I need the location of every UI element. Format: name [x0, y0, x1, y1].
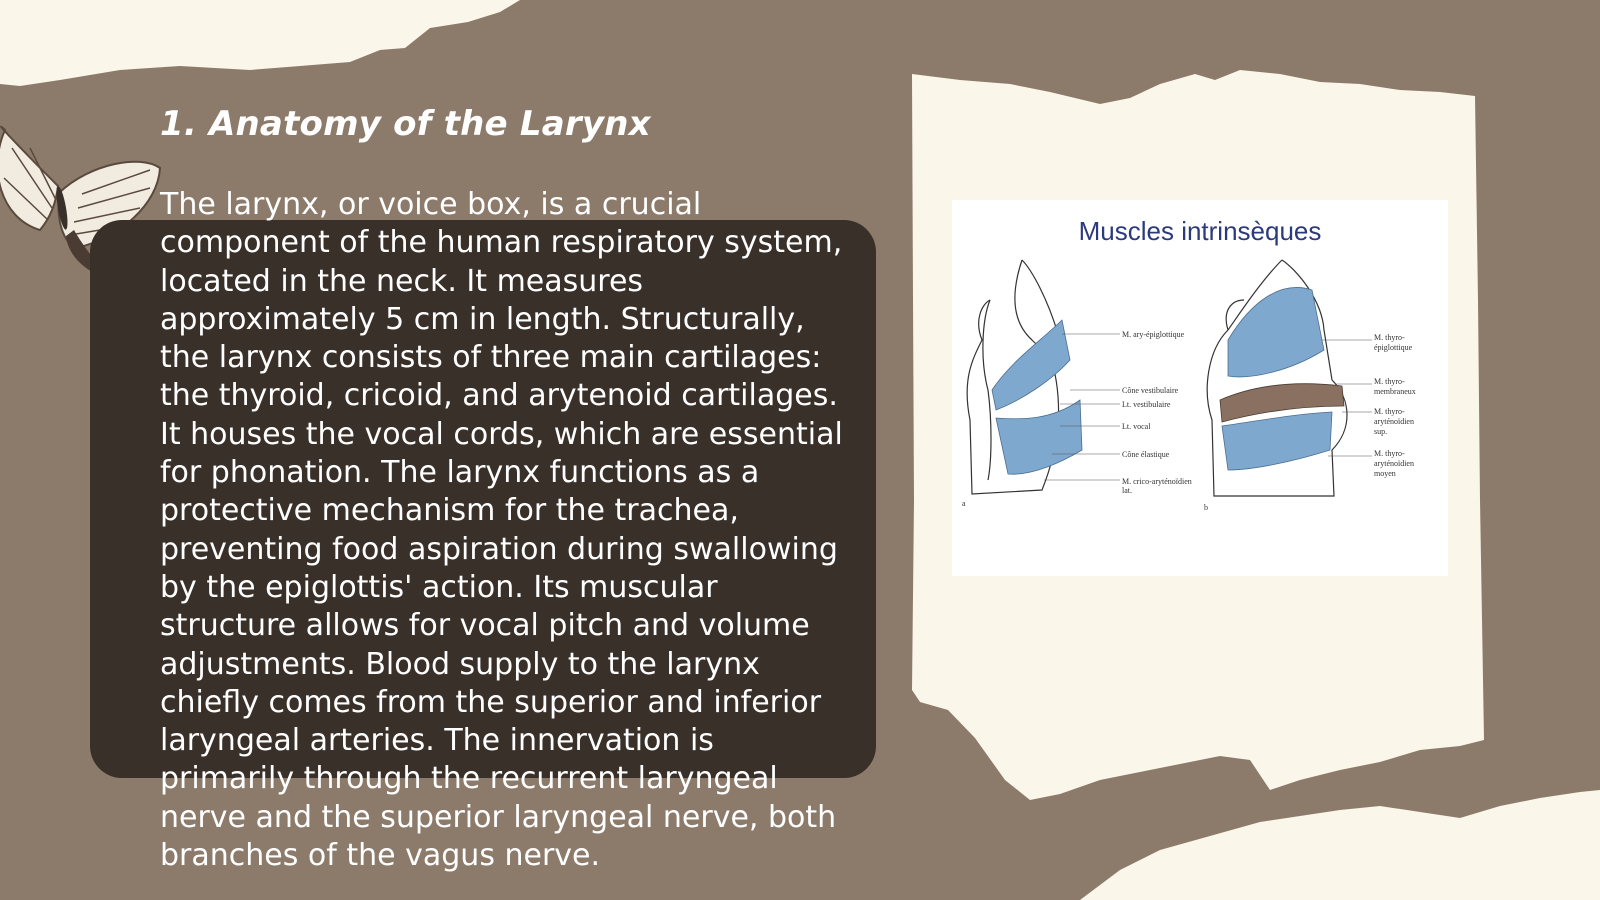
label-b-9: aryténoïdien — [1374, 459, 1414, 468]
panel-a-letter: a — [962, 499, 966, 508]
label-b-4: membraneux — [1374, 387, 1416, 396]
label-a-5: Cône élastique — [1122, 450, 1170, 459]
panel-a-muscle-lower — [996, 400, 1082, 474]
label-a-7: lat. — [1122, 486, 1132, 495]
label-b-6: aryténoïdien — [1374, 417, 1414, 426]
label-b-2: épiglottique — [1374, 343, 1413, 352]
label-a-3: Lt. vestibulaire — [1122, 400, 1171, 409]
larynx-muscles-figure — [952, 200, 1448, 576]
torn-paper-top-left — [0, 0, 520, 86]
label-a-4: Lt. vocal — [1122, 422, 1151, 431]
label-b-8: M. thyro- — [1374, 449, 1405, 458]
figure-title: Muscles intrinsèques — [1078, 216, 1322, 246]
torn-paper-bottom-right — [1080, 790, 1600, 900]
label-a-2: Cône vestibulaire — [1122, 386, 1179, 395]
slide-title: 1. Anatomy of the Larynx — [160, 104, 651, 144]
panel-b-muscle-upper — [1228, 287, 1324, 376]
slide-body-text: The larynx, or voice box, is a crucial component of the human respiratory system, located in the neck. It measures approximately 5 cm in length. Structurally, the larynx consists of three main cartilages: the thyroid, cricoid, and arytenoid cartilages. It houses the vocal cords, which are essential for phonation. The larynx functions as a protective mechanism for the trachea, preventing food aspiration during swallowing by the epiglottis' action. Its muscular structure allows for vocal pitch and volume adjustments. Blood supply to the larynx chiefly comes from the superior and inferior laryngeal arteries. The innervation is primarily through the recurrent laryngeal nerve and the superior laryngeal nerve, both branches of the vagus nerve. — [160, 187, 843, 874]
label-b-7: sup. — [1374, 427, 1388, 436]
label-a-1: M. ary-épiglottique — [1122, 330, 1185, 339]
panel-b-muscle-lower — [1222, 412, 1332, 470]
panel-b-letter: b — [1204, 503, 1208, 512]
label-a-6: M. crico-aryténoïdien — [1122, 477, 1192, 486]
label-b-10: moyen — [1374, 469, 1396, 478]
label-b-5: M. thyro- — [1374, 407, 1405, 416]
larynx-diagram — [952, 200, 1448, 576]
label-b-3: M. thyro- — [1374, 377, 1405, 386]
label-b-1: M. thyro- — [1374, 333, 1405, 342]
